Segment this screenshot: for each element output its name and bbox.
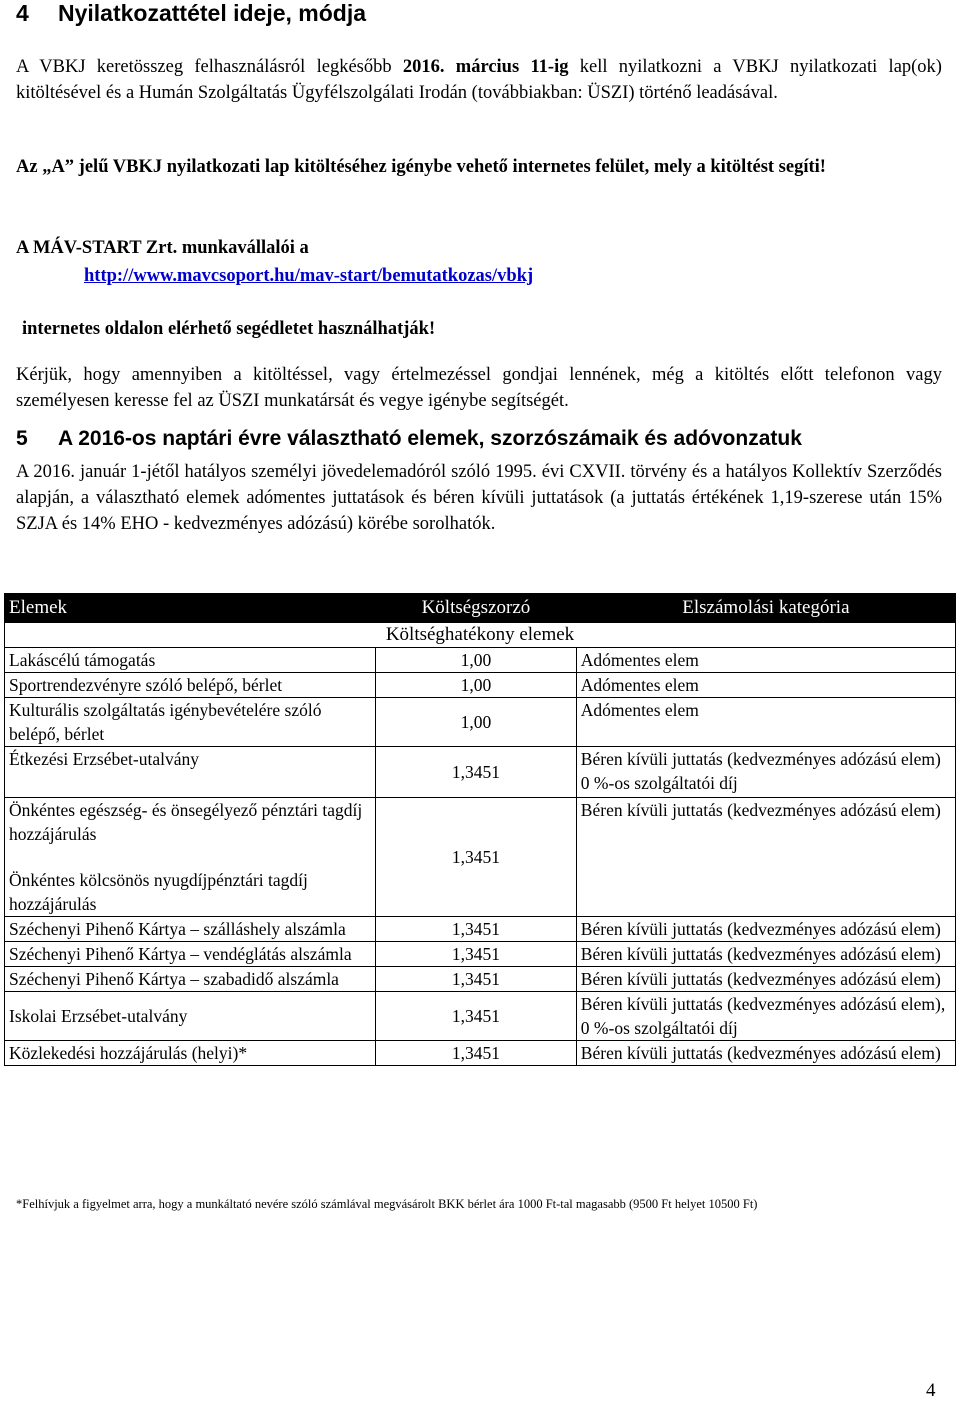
category-row: [5, 623, 956, 648]
deadline-date: 2016. március 11-ig: [402, 57, 569, 77]
category-cell: Béren kívüli juttatás (kedvezményes adózású elem): [576, 798, 955, 917]
element-cell: Széchenyi Pihenő Kártya – vendéglátás alszámla: [5, 942, 376, 967]
header-elements: Elemek: [5, 594, 376, 623]
table-row: [5, 698, 956, 747]
section-title: A 2016-os naptári évre választható elemek, szorzószámaik és adóvonzatuk: [58, 427, 802, 450]
element-cell: Kulturális szolgáltatás igénybevételére szóló belépő, bérlet: [5, 698, 376, 747]
deadline-text-after: kell nyilatkozni a VBKJ nyilatkozati lap(ok) kitöltésével és a Humán Szolgáltatás Ügyfélszolgálati Irodán (továbbiakban: ÜSZI) történő leadásával.: [16, 57, 942, 103]
category-cell: Adómentes elem: [576, 673, 955, 698]
multiplier-cell: 1,3451: [376, 747, 577, 798]
online-form-paragraph: Az „A” jelű VBKJ nyilatkozati lap kitöltéséhez igénybe vehető internetes felület, mely a kitöltést segíti!: [16, 157, 826, 177]
deadline-paragraph: [16, 54, 942, 106]
section-number: 4: [16, 0, 29, 26]
table-row: [5, 1041, 956, 1066]
multiplier-cell: 1,3451: [376, 967, 577, 992]
vbkj-link[interactable]: http://www.mavcsoport.hu/mav-start/bemutatkozas/vbkj: [84, 266, 534, 286]
category-cell: Béren kívüli juttatás (kedvezményes adózású elem): [576, 917, 955, 942]
category-cell: Béren kívüli juttatás (kedvezményes adózású elem): [576, 942, 955, 967]
deadline-text-before: A VBKJ keretösszeg felhasználásról legkésőbb: [16, 57, 403, 77]
multiplier-cell: 1,3451: [376, 917, 577, 942]
element-cell: Iskolai Erzsébet-utalvány: [5, 992, 376, 1041]
element-cell: Közlekedési hozzájárulás (helyi)*: [5, 1041, 376, 1066]
table-row: [5, 798, 956, 917]
category-title: Költséghatékony elemek: [5, 623, 956, 648]
footnote: *Felhívjuk a figyelmet arra, hogy a munkáltató nevére szóló számlával megvásárolt BKK bérlet ára 1000 Ft-tal magasabb (9500 Ft helyet 10500 Ft): [16, 1197, 758, 1211]
elements-table: [4, 593, 956, 1066]
section-4-heading: [16, 0, 366, 27]
company-paragraph: A MÁV-START Zrt. munkavállalói a: [16, 238, 309, 258]
table-row: [5, 967, 956, 992]
header-category: Elszámolási kategória: [576, 594, 955, 623]
category-cell: Béren kívüli juttatás (kedvezményes adózású elem), 0 %-os szolgáltatói díj: [576, 992, 955, 1041]
element-cell: Széchenyi Pihenő Kártya – szabadidő alszámla: [5, 967, 376, 992]
table-row: [5, 673, 956, 698]
table-row: [5, 747, 956, 798]
multiplier-cell: 1,00: [376, 648, 577, 673]
multiplier-cell: 1,00: [376, 698, 577, 747]
element-cell: Lakáscélú támogatás: [5, 648, 376, 673]
multiplier-cell: 1,3451: [376, 992, 577, 1041]
section-5-heading: [16, 427, 802, 451]
table-row: [5, 648, 956, 673]
table-row: [5, 942, 956, 967]
multiplier-cell: 1,3451: [376, 798, 577, 917]
table-row: [5, 917, 956, 942]
multiplier-cell: 1,00: [376, 673, 577, 698]
element-cell: [5, 798, 376, 917]
multiplier-cell: 1,3451: [376, 942, 577, 967]
help-paragraph: Kérjük, hogy amennyiben a kitöltéssel, vagy értelmezéssel gondjai lennének, még a kitöltés előtt telefonon vagy személyesen keresse fel az ÜSZI munkatársát és vegye igénybe segítségét.: [16, 365, 942, 411]
link-paragraph: [84, 263, 944, 289]
element-cell: Széchenyi Pihenő Kártya – szálláshely alszámla: [5, 917, 376, 942]
page-number: 4: [926, 1380, 936, 1401]
table-header-row: [5, 594, 956, 623]
category-cell: Béren kívüli juttatás (kedvezményes adózású elem): [576, 967, 955, 992]
law-paragraph: A 2016. január 1-jétől hatályos személyi jövedelemadóról szóló 1995. évi CXVII. törvény és a hatályos Kollektív Szerződés alapján, a választható elemek adómentes juttatások és béren kívüli juttatások (a juttatás értékének 1,19-szerese után 15% SZJA és 14% EHO - kedvezményes adózású) körébe sorolhatók.: [16, 462, 942, 534]
element-cell: Sportrendezvényre szóló belépő, bérlet: [5, 673, 376, 698]
element-cell: Étkezési Erzsébet-utalvány: [5, 747, 376, 798]
multiplier-cell: 1,3451: [376, 1041, 577, 1066]
section-number: 5: [16, 427, 28, 450]
category-cell: Béren kívüli juttatás (kedvezményes adózású elem): [576, 1041, 955, 1066]
header-multiplier: Költségszorzó: [376, 594, 577, 623]
guide-paragraph: internetes oldalon elérhető segédletet használhatják!: [22, 319, 436, 339]
section-title: Nyilatkozattétel ideje, módja: [58, 0, 367, 26]
element-text: Önkéntes egészség- és önsegélyező pénztári tagdíj hozzájárulás: [9, 800, 363, 844]
category-cell: Béren kívüli juttatás (kedvezményes adózású elem) 0 %-os szolgáltatói díj: [576, 747, 955, 798]
category-cell: Adómentes elem: [576, 648, 955, 673]
table-row: [5, 992, 956, 1041]
category-cell: Adómentes elem: [576, 698, 955, 747]
element-text-2: Önkéntes kölcsönös nyugdíjpénztári tagdíj hozzájárulás: [9, 870, 308, 914]
